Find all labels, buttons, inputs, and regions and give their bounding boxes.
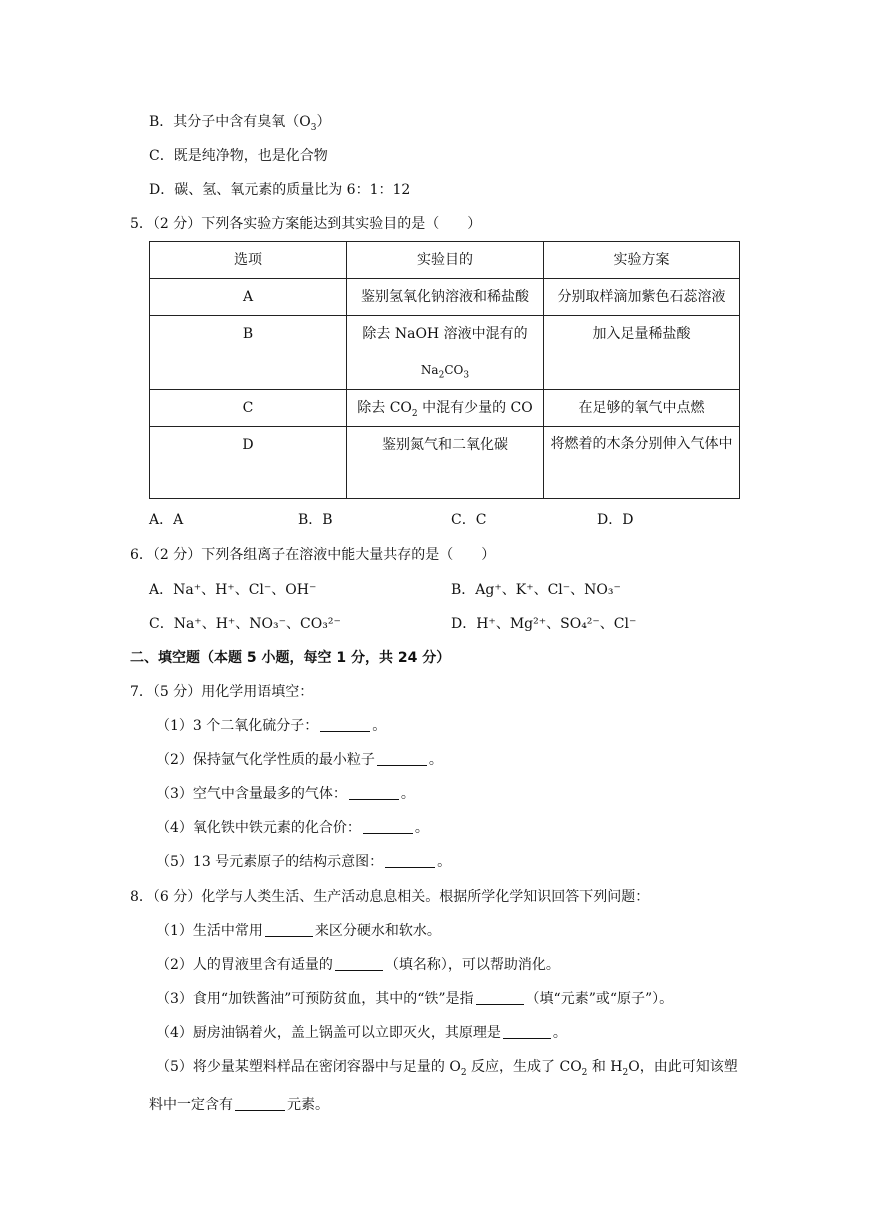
row-a-plan: 分别取样滴加紫色石蕊溶液 — [544, 279, 740, 316]
row-d-option: D — [150, 427, 347, 499]
q5-table — [149, 241, 740, 499]
answer-blank[interactable] — [349, 785, 399, 800]
table-header-plan: 实验方案 — [544, 242, 740, 279]
answer-blank[interactable] — [335, 956, 383, 971]
table-header-goal: 实验目的 — [347, 242, 544, 279]
q4-option-c: C．既是纯净物，也是化合物 — [149, 148, 328, 164]
q6-option-d: D．H⁺、Mg²⁺、SO₄²⁻、Cl⁻ — [451, 616, 637, 632]
q4-option-b-text: B．其分子中含有臭氧（O — [149, 114, 311, 130]
q8-item-5-line2 — [149, 1095, 329, 1115]
answer-blank[interactable] — [476, 990, 524, 1005]
table-header-row — [150, 242, 740, 279]
row-b-goal-line1: 除去 NaOH 溶液中混有的 — [362, 326, 528, 342]
row-c-plan: 在足够的氧气中点燃 — [544, 390, 740, 427]
q7-item-2-end: 。 — [428, 752, 443, 768]
row-d-plan: 将燃着的木条分别伸入气体中 — [544, 427, 740, 499]
q7-item-2 — [156, 750, 443, 770]
row-b-chem-na: Na — [420, 363, 439, 377]
q7-item-4 — [156, 818, 429, 838]
answer-blank[interactable] — [503, 1024, 551, 1039]
q6-option-c: C．Na⁺、H⁺、NO₃⁻、CO₃²⁻ — [149, 616, 341, 632]
q8-item-5-line2-end: 元素。 — [287, 1097, 329, 1113]
q8-item-5-text-a: （5）将少量某塑料样品在密闭容器中与足量的 O — [156, 1059, 461, 1075]
q7-item-3 — [156, 784, 415, 804]
q7-item-5 — [156, 852, 451, 872]
q7-item-3-text: （3）空气中含量最多的气体： — [156, 786, 347, 802]
q8-item-4-text: （4）厨房油锅着火，盖上锅盖可以立即灭火，其原理是 — [156, 1025, 501, 1041]
q7-item-4-end: 。 — [414, 820, 429, 836]
q8-item-5-text-d: O，由此可知该塑 — [628, 1059, 738, 1075]
table-row — [150, 279, 740, 316]
q8-item-3 — [156, 989, 673, 1009]
q8-item-4 — [156, 1023, 567, 1043]
q5-choice-b: B．B — [298, 512, 333, 528]
table-header-option: 选项 — [150, 242, 347, 279]
q4-option-d: D．碳、氢、氧元素的质量比为 6：1：12 — [149, 182, 411, 198]
table-row — [150, 427, 740, 499]
row-c-goal-post: 中混有少量的 CO — [417, 400, 533, 416]
row-b-plan: 加入足量稀盐酸 — [544, 316, 740, 390]
q7-item-1-end: 。 — [372, 718, 387, 734]
q8-item-5 — [156, 1057, 738, 1077]
q8-item-1 — [156, 921, 441, 941]
q8-item-1-end: 来区分硬水和软水。 — [314, 923, 441, 939]
row-a-option: A — [150, 279, 347, 316]
table-row — [150, 390, 740, 427]
q5-choice-d: D．D — [597, 512, 634, 528]
q5-choice-c: C．C — [451, 512, 487, 528]
row-b-sub1: 2 — [438, 370, 445, 381]
answer-blank[interactable] — [385, 853, 435, 868]
row-a-goal: 鉴别氢氧化钠溶液和稀盐酸 — [347, 279, 544, 316]
q7-item-4-text: （4）氧化铁中铁元素的化合价： — [156, 820, 361, 836]
row-b-goal-line2 — [351, 352, 539, 388]
q7-item-2-text: （2）保持氩气化学性质的最小粒子 — [156, 752, 375, 768]
answer-blank[interactable] — [320, 717, 370, 732]
q8-item-4-end: 。 — [552, 1025, 567, 1041]
table-row — [150, 316, 740, 390]
q8-item-3-text: （3）食用“加铁酱油”可预防贫血，其中的“铁”是指 — [156, 991, 474, 1007]
q8-item-5-text-b: 反应，生成了 CO — [466, 1059, 582, 1075]
q4-option-b-end: ） — [316, 114, 331, 130]
q8-item-5-line2-text: 料中一定含有 — [149, 1097, 233, 1113]
row-b-goal — [347, 316, 544, 390]
answer-blank[interactable] — [265, 922, 313, 937]
row-b-sub2: 3 — [463, 370, 470, 381]
q8-item-3-end: （填“元素”或“原子”）。 — [525, 991, 674, 1007]
q8-item-2-end: （填名称），可以帮助消化。 — [384, 957, 560, 973]
q7-item-5-text: （5）13 号元素原子的结构示意图： — [156, 854, 384, 870]
q8-item-5-text-c: 和 H — [587, 1059, 623, 1075]
row-c-goal-sub: 2 — [411, 408, 418, 419]
q8-item-5-sub2: 2 — [581, 1067, 588, 1078]
q7-item-1-text: （1）3 个二氧化硫分子： — [156, 718, 319, 734]
q8-item-5-sub1: 2 — [460, 1067, 467, 1078]
answer-blank[interactable] — [235, 1096, 285, 1111]
answer-blank[interactable] — [363, 819, 413, 834]
row-c-goal-pre: 除去 CO — [357, 400, 412, 416]
q7-item-3-end: 。 — [400, 786, 415, 802]
q6-option-a: A．Na⁺、H⁺、Cl⁻、OH⁻ — [149, 582, 317, 598]
q5-choice-a: A．A — [149, 512, 184, 528]
q8-item-5-sub3: 2 — [622, 1067, 629, 1078]
q6-option-b: B．Ag⁺、K⁺、Cl⁻、NO₃⁻ — [451, 582, 621, 598]
row-b-chem-co: CO — [444, 363, 464, 377]
row-c-option: C — [150, 390, 347, 427]
row-c-goal — [347, 390, 544, 427]
q8-item-1-text: （1）生活中常用 — [156, 923, 263, 939]
section-title: 二、填空题（本题 5 小题，每空 1 分，共 24 分） — [130, 650, 451, 666]
row-d-goal: 鉴别氮气和二氧化碳 — [347, 427, 544, 499]
q4-option-b-sub: 3 — [310, 122, 317, 133]
q5-stem: 5．（2 分）下列各实验方案能达到其实验目的是（ ） — [130, 216, 482, 232]
q8-item-2-text: （2）人的胃液里含有适量的 — [156, 957, 333, 973]
answer-blank[interactable] — [377, 751, 427, 766]
q7-item-5-end: 。 — [437, 854, 452, 870]
q6-stem: 6．（2 分）下列各组离子在溶液中能大量共存的是（ ） — [130, 547, 496, 563]
q8-stem: 8．（6 分）化学与人类生活、生产活动息息相关。根据所学化学知识回答下列问题： — [130, 889, 650, 905]
q7-item-1 — [156, 716, 386, 736]
q7-stem: 7．（5 分）用化学用语填空： — [130, 684, 314, 700]
q8-item-2 — [156, 955, 560, 975]
row-b-option: B — [150, 316, 347, 390]
q4-option-b — [149, 112, 331, 132]
